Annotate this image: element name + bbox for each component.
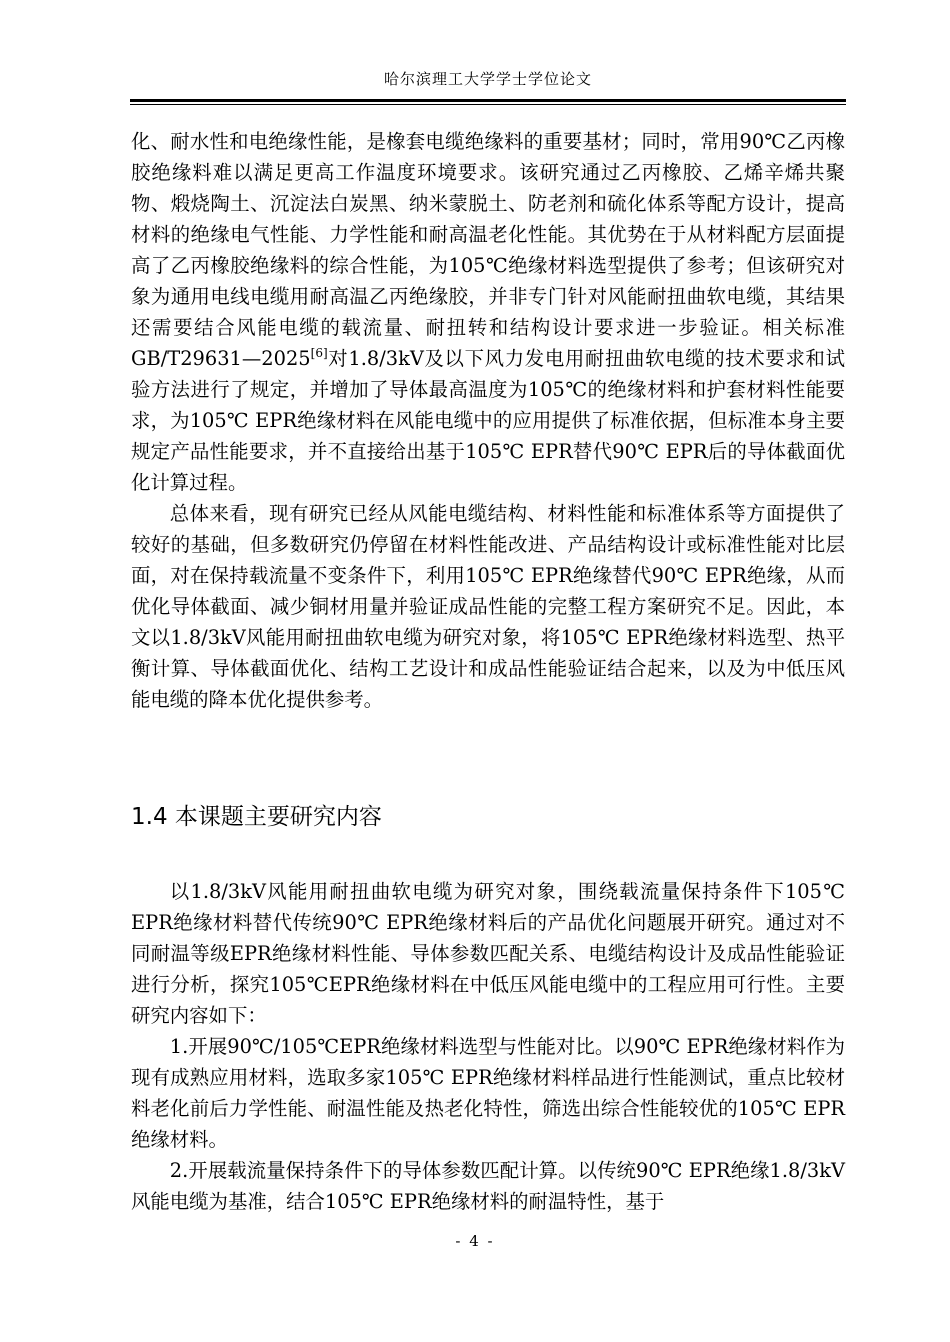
paragraph-continued xyxy=(131,126,845,498)
body-text xyxy=(131,126,845,715)
running-header: 哈尔滨理工大学学士学位论文 xyxy=(383,70,592,88)
section-intro-paragraph: 以1.8/3kV风能用耐扭曲软电缆为研究对象，围绕载流量保持条件下105℃ EPR绝缘材料替代传统90℃ EPR绝缘材料后的产品优化问题展开研究。通过对不同耐温等级EPR绝缘材料性能、导体参数匹配关系、电缆结构设计及成品性能验证进行分析，探究105℃EPR绝缘材料在中低压风能电缆中的工程应用可行性。主要研究内容如下： xyxy=(131,880,845,1027)
page-number: - 4 - xyxy=(455,1232,495,1250)
paragraph-text: 化、耐水性和电绝缘性能，是橡套电缆绝缘料的重要基材；同时，常用90℃乙丙橡胶绝缘料难以满足更高工作温度环境要求。该研究通过乙丙橡胶、乙烯辛烯共聚物、煅烧陶土、沉淀法白炭黑、纳米蒙脱土、防老剂和硫化体系等配方设计，提高材料的绝缘电气性能、力学性能和耐高温老化性能。其优势在于从材料配方层面提高了乙丙橡胶绝缘料的综合性能，为105℃绝缘材料选型提供了参考；但该研究对象为通用电线电缆用耐高温乙丙绝缘胶，并非专门针对风能耐扭曲软电缆，其结果还需要结合风能电缆的载流量、耐扭转和结构设计要求进一步验证。相关标准GB/T29631—2025 xyxy=(131,130,845,370)
paragraph-summary: 总体来看，现有研究已经从风能电缆结构、材料性能和标准体系等方面提供了较好的基础，但多数研究仍停留在材料性能改进、产品结构设计或标准性能对比层面，对在保持载流量不变条件下，利用105℃ EPR绝缘替代90℃ EPR绝缘，从而优化导体截面、减少铜材用量并验证成品性能的完整工程方案研究不足。因此，本文以1.8/3kV风能用耐扭曲软电缆为研究对象，将105℃ EPR绝缘材料选型、热平衡计算、导体截面优化、结构工艺设计和成品性能验证结合起来，以及为中低压风能电缆的降本优化提供参考。 xyxy=(131,502,845,711)
section-heading: 1.4 本课题主要研究内容 xyxy=(131,804,382,830)
research-item-1: 1.开展90℃/105℃EPR绝缘材料选型与性能对比。以90℃ EPR绝缘材料作为现有成熟应用材料，选取多家105℃ EPR绝缘材料样品进行性能测试，重点比较材料老化前后力学性能、耐温性能及热老化特性，筛选出综合性能较优的105℃ EPR绝缘材料。 xyxy=(131,1035,845,1151)
section-body xyxy=(131,876,845,1217)
citation-marker: [6] xyxy=(310,346,328,360)
header-rule-thick xyxy=(130,99,846,102)
header-rule-thin xyxy=(130,104,846,105)
research-item-2: 2.开展载流量保持条件下的导体参数匹配计算。以传统90℃ EPR绝缘1.8/3kV风能电缆为基准，结合105℃ EPR绝缘材料的耐温特性，基于 xyxy=(131,1159,845,1213)
paragraph-text: 对1.8/3kV及以下风力发电用耐扭曲软电缆的技术要求和试验方法进行了规定，并增加了导体最高温度为105℃的绝缘材料和护套材料性能要求，为105℃ EPR绝缘材料在风能电缆中的应用提供了标准依据，但标准本身主要规定产品性能要求，并不直接给出基于105℃ EPR替代90℃ EPR后的导体截面优化计算过程。 xyxy=(131,347,845,494)
